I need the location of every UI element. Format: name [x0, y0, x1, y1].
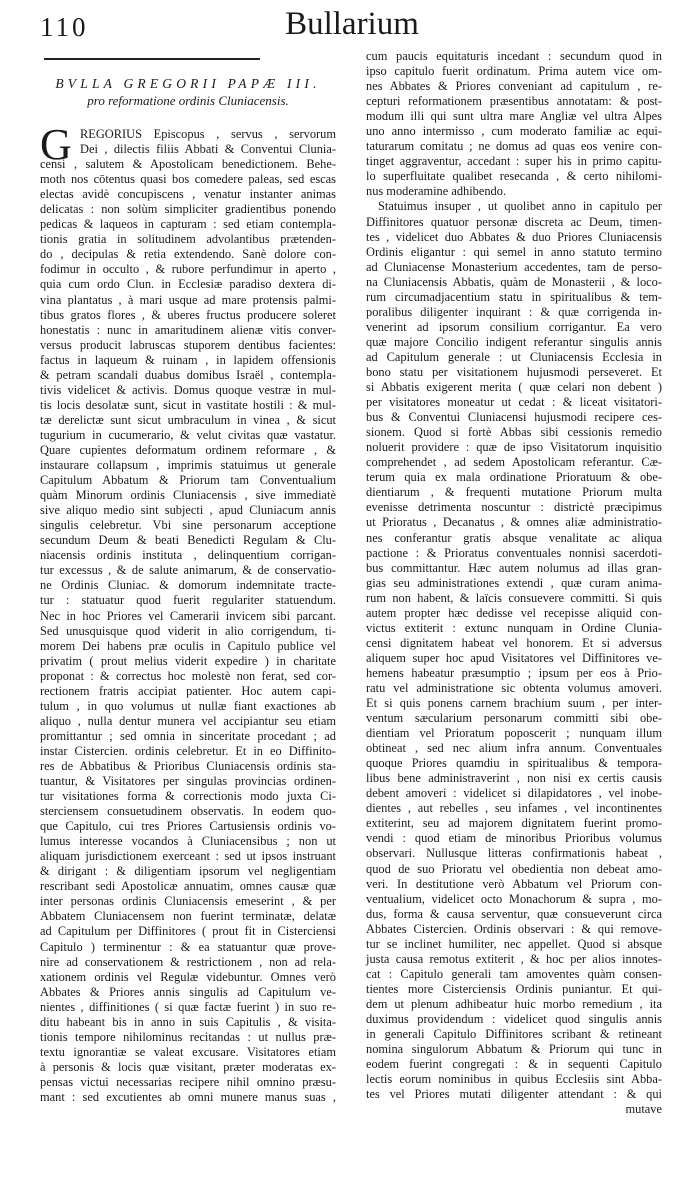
text-line: Statuimus insuper , ut quolibet anno in capitulo per	[378, 199, 662, 214]
text-line: tionis gratia in solitudinem advolantibus prætenden-	[40, 232, 336, 247]
text-line: sterciensem consuetudinem observatis. In eodem quo-	[40, 804, 336, 819]
text-line: à personis & locis quæ visitant, præter moderatas ex-	[40, 1059, 336, 1074]
text-line: aliquo , nulla dentur munera vel accipiantur seu etiam	[40, 713, 336, 728]
page-number: 110	[40, 12, 89, 42]
text-line: Et si quis ponens carnem brachium suum , per inter-	[366, 696, 662, 711]
text-line: ditu habeant bis in anno in suis Capitulis , & visita-	[40, 1014, 336, 1029]
bull-title	[40, 76, 336, 109]
text-line: nomina singulorum Abbatum & Priorum qui tunc in	[366, 1042, 662, 1057]
text-line: res de Abbatibus & Prioribus Cluniacensis ordinis sta-	[40, 758, 336, 773]
text-line: poralibus diligenter inquirant : & quæ corrigenda in-	[366, 304, 662, 319]
text-line: justa causa remotus extiterit , & hoc per alios innotes-	[366, 951, 662, 966]
text-line: textu ignorantiæ se valeat excusare. Visitatores etiam	[40, 1044, 336, 1059]
text-line: censi , salutem & Apostolicam benedictionem. Behe-	[40, 157, 336, 172]
text-line: quàm Minorum ordinis Cluniacensis , sive immediatè	[40, 488, 336, 503]
text-line: inter personas ordinis Cluniacensis emeserint , & per	[40, 894, 336, 909]
text-line: Capitulum Abbatum & Priorum tam Conventualium	[40, 473, 336, 488]
text-line: cepturi reformationem præsentibus annotatam: & post-	[366, 94, 662, 109]
text-line: instaurare collapsum , imprimis statuimus ut generale	[40, 458, 336, 473]
text-line: lo superfluitate qualibet resecanda , & certo nihilomi-	[366, 169, 662, 184]
text-line: quæ majore Concilio indigent referantur singulis annis	[366, 334, 662, 349]
text-line: autem propter hæc dedisse vel recepisse aliquid con-	[366, 605, 662, 620]
text-line: tur excessus , & de salute animarum, & de conservatio-	[40, 563, 336, 578]
text-line: tes vel Priores mutati diligenter attendant : & qui	[366, 1087, 662, 1102]
text-line: victus extiterit : extunc nunquam in Ordine Clunia-	[366, 620, 662, 635]
text-line: nientes , diffinitiones ( si quæ factæ fuerint ) in suo re-	[40, 999, 336, 1014]
text-line: ad Capitulum generale : ut Cluniacensis Ecclesia in	[366, 349, 662, 364]
text-line: tur se inclinet humiliter, nec appellet. Quod si absque	[366, 936, 662, 951]
text-line: morem Dei habens præ oculis in Capitulo publice vel	[40, 638, 336, 653]
text-line: per visitatores moneatur ut cedat : & liceat visitatori-	[366, 395, 662, 410]
text-line: dem ut plenum adhibeatur huic morbo remedium , ita	[366, 996, 662, 1011]
text-line: promittantur ; sed omnia in sinceritate procedant ; ad	[40, 728, 336, 743]
text-line: & dirigant : & diligentiam ipsorum vel negligentiam	[40, 864, 336, 879]
bull-title-line1: BVLLA GREGORII PAPÆ III.	[55, 76, 321, 91]
text-line: pensas victui necessarias recipere nihil omnino præsu-	[40, 1074, 336, 1089]
text-line: hemens habeatur præsumptio ; ipsum per eos à Prio-	[366, 665, 662, 680]
text-line: tugurium in cucumerario, & velut civitas quæ vastatur.	[40, 427, 336, 442]
text-line: instar Cistercien. ordinis celebretur. Et in eo Diffinito-	[40, 743, 336, 758]
text-line: nus moderamine adhibendo.	[366, 184, 507, 199]
text-line: delicatas : non solùm simpliciter gradientibus ponendo	[40, 202, 336, 217]
drop-cap: G	[40, 120, 72, 169]
text-line: rum non habent, & laïcis consuevere committi. Si quis	[366, 590, 662, 605]
text-line: Quare cupientes deformatum ordinem reformare , &	[40, 442, 336, 457]
text-line: tæ derelictæ sunt sicut umbraculum in vinea , & sicut	[40, 412, 336, 427]
text-line: tes , videlicet duo Abbates & duo Priores Cluniacensis	[366, 229, 662, 244]
text-line: tivis videlicet & activis. Domus quoque vestræ in mul-	[40, 382, 336, 397]
text-line: debent amoveri : videlicet si dilapidatores , vel inobe-	[366, 786, 662, 801]
text-line: ut Prioratus , Decanatus , & omnes aliæ administratio-	[366, 515, 662, 530]
text-line: tis locis desolatæ sunt, sicut in vastitate hostili : & mul-	[40, 397, 336, 412]
text-line: factus in laqueum & ruinam , in lapidem offensionis	[40, 352, 336, 367]
text-line: evenisse detrimenta noscuntur : districtè præcipimus	[366, 500, 662, 515]
text-line: proponat : & correctus hoc molestè non ferat, sed cor-	[40, 668, 336, 683]
text-line: quod de suo Prioratu vel obedientia non debeat amo-	[366, 861, 662, 876]
text-line: ipso capitulo fuerit ordinatum. Prima autem vice om-	[366, 64, 662, 79]
text-line: honestatis : nunc in amaritudinem alienæ vitis conver-	[40, 322, 336, 337]
text-line: moth nos cōtentus quasi bos comedere paleas, sed escas	[40, 172, 336, 187]
text-line: tuantur, & Visitatores per singulas provincias ordinen-	[40, 774, 336, 789]
left-column	[40, 120, 336, 1105]
bull-title-line2: pro reformatione ordinis Cluniacensis.	[87, 93, 289, 108]
text-line: sive aliquo medio sint subjecti , apud Cluniacum annis	[40, 503, 336, 518]
text-line: privatim ( prout melius viderit expedire ) in charitate	[40, 653, 336, 668]
text-line: ad Capitulum per Diffinitores ( prout fit in Cisterciensi	[40, 924, 336, 939]
text-line: versus producit labruscas stuporem dentibus facientes:	[40, 337, 336, 352]
text-line: bus committantur. Hæc autem nolumus ad illas gran-	[366, 560, 662, 575]
text-line: fodimur in occulto , & rubore perfundimur in aperto ,	[40, 262, 336, 277]
text-line: modum illi qui sunt ultra mare Angliæ vel ultra Alpes	[366, 109, 662, 124]
text-line: ratu vel administratione sic obtenta volumus amoveri.	[366, 680, 662, 695]
text-line: cat : Capitulo generali tam amoventes quàm consen-	[366, 966, 662, 981]
text-line: sionem. Quod si fortè Abbas sibi cessionis remedio	[366, 425, 662, 440]
text-line: Ordinis eligantur : qui semel in anno statuto termino	[366, 244, 662, 259]
text-line: ad Cluniacense Monasterium accedentes, tam de perso-	[366, 259, 662, 274]
text-line: vina plantatus , à mari usque ad mare protensis palmi-	[40, 292, 336, 307]
text-line: censi dignitatem habeat vel honorem. Et si adversus	[366, 635, 662, 650]
text-line: rectionem fratris accipiat patienter. Hoc autem capi-	[40, 683, 336, 698]
text-line: mant : sed excutientes ab omni munere manus suas ,	[40, 1090, 336, 1104]
text-line: nes conferantur gratis absque venalitate ac aliqua	[366, 530, 662, 545]
text-line: si Abbatis exigerent merita ( quæ celari non debent )	[366, 380, 662, 395]
text-line: electas avidè concupiscens , venatur instanter animas	[40, 187, 336, 202]
text-line: dientes , aut rebelles , seu infames , vel incontinentes	[366, 801, 662, 816]
text-line: Capitulo ) terminentur : & ea statuantur quæ prove-	[40, 939, 336, 954]
text-line: tibus gratos flores , & uberes fructus producere soleret	[40, 307, 336, 322]
text-line: bono statu per visitationem hujusmodi perseveret. Et	[366, 364, 662, 379]
text-line: tur visitationes forma & correctionis modo juxta Ci-	[40, 789, 336, 804]
text-line: rescribant sedi Apostolicæ annuatim, omnes causæ quæ	[40, 879, 336, 894]
text-line: Dei , dilectis filiis Abbati & Conventui Clunia-	[80, 142, 336, 157]
right-column	[366, 49, 662, 1117]
text-line: dus, forma & causa serventur, quæ consueverunt circa	[366, 906, 662, 921]
text-line: lectis eorum nominibus in quibus Ecclesiis sint Abba-	[366, 1072, 662, 1087]
text-line: bus & Conventui Cluniacensi hujusmodi recipere ces-	[366, 410, 662, 425]
text-line: singulis celebretur. Vbi sine personarum acceptione	[40, 518, 336, 533]
text-line: do , decipulas & retia extendendo. Sanè dolore con-	[40, 247, 336, 262]
text-line: taturarum comitatu ; ne domus ad quas eos venire con-	[366, 139, 662, 154]
text-line: REGORIUS Episcopus , servus , servorum	[80, 127, 336, 141]
text-line: obtineat , sed nec alium infra annum. Conventuales	[366, 741, 662, 756]
text-line: vendi : quod etiam de minoribus Prioribus volumus	[366, 831, 662, 846]
header-rule	[44, 58, 260, 60]
text-line: comprehendet , ad sedem Apostolicam referantur. Cæ-	[366, 455, 662, 470]
text-line: observari. Nullusque litteras confirmationis habeat ,	[366, 846, 662, 861]
text-line: Abbatem Cluniacensem non fuerint terminatæ, delatæ	[40, 909, 336, 924]
text-line: duximus providendum : videlicet quod singulis annis	[366, 1012, 662, 1026]
text-line: libus bene administraverint , non nisi ex certis causis	[366, 771, 662, 786]
text-line: ventualium, videlicet octo Monachorum & supra , mo-	[366, 891, 662, 906]
text-line: lumus interesse vocandos à Cluniacensibus ; non ut	[40, 834, 336, 849]
text-line: pactione : & Prioratus conventuales nonnisi sacerdoti-	[366, 545, 662, 560]
text-line: aliquam jurisdictionem exerceant : sed ut ipsos instruant	[40, 849, 336, 864]
text-line: cum paucis equitaturis incedant : secundum quod in	[366, 49, 662, 63]
text-line: tur : statuatur quod fuerit regulariter statuendum.	[40, 593, 336, 608]
text-line: uno anno intermisso , cum moderato familiæ ac equi-	[366, 124, 662, 139]
text-line: gias seu administrationes extendi , quæ curam anima-	[366, 575, 662, 590]
text-line: dientiam vel Prioratum poposcerit ; nunquam illum	[366, 726, 662, 741]
text-line: aliquem super hoc apud Visitatores vel Diffinitores ve-	[366, 650, 662, 665]
text-line: terum quia ex mala ordinatione Prioratuum & obe-	[366, 470, 662, 485]
text-line: niacensis ordinis instituta , delinquentium corrigan-	[40, 548, 336, 563]
text-line: ventum sæcularium personarum committi sibi obe-	[366, 711, 662, 726]
text-line: extiterint, seu ad majorem dignitatem fuerint promo-	[366, 816, 662, 831]
text-line: & petram scandali duabus domibus Israël , contempla-	[40, 367, 336, 382]
text-line: tionis tempore nihilominus recitandas : ut nullus præ-	[40, 1029, 336, 1044]
text-line: quoque Priores quamdiu in spiritualibus & tempora-	[366, 756, 662, 771]
text-line: Abbates & Priores annis singulis ad Capitulum ve-	[40, 984, 336, 999]
text-line: Diffinitores quatuor personæ discreta ac Deum, timen-	[366, 214, 662, 229]
text-line: in generali Capitulo Diffinitores scribant & retineant	[366, 1027, 662, 1042]
text-line: noluerit providere : quæ de ipso Visitatorum inquisitio	[366, 440, 662, 455]
text-line: na Cluniacensis Abbatis, quàm de Monasterii , & loco-	[366, 274, 662, 289]
text-line: Abbates Cistercien. Ordinis observari : & qui remove-	[366, 921, 662, 936]
catchword: mutave	[625, 1102, 662, 1117]
text-line: pedicas & laqueos in capturam : sed etiam contempla-	[40, 217, 336, 232]
text-line: tinget aggraventur, accedant : super his in primo capitu-	[366, 154, 662, 169]
text-line: xationem ordinis vel Regulæ videbuntur. Omnes verò	[40, 969, 336, 984]
text-line: tientes more Cisterciensis Ordinis puniantur. Et qui-	[366, 981, 662, 996]
text-line: venerint ad ipsorum consilium corrigantur. Ea vero	[366, 319, 662, 334]
text-line: Nec in hoc Priores vel Camerarii invicem sibi parcant.	[40, 608, 336, 623]
text-line: ne Ordinis Cluniac. & domorum indemnitate tracte-	[40, 578, 336, 593]
running-title: Bullarium	[285, 6, 419, 42]
text-line: nire ad conservationem & restrictionem , non ad rela-	[40, 954, 336, 969]
text-line: secundum Deum & beati Benedicti Regulam & Clu-	[40, 533, 336, 548]
text-line: eodem fuerint congregati : & in sequenti Capitulo	[366, 1057, 662, 1072]
text-line: tulum , in quo volumus ut nullæ fiant exactiones ab	[40, 698, 336, 713]
text-line: rum circumadjacentium statu in spiritualibus & tem-	[366, 289, 662, 304]
text-line: veri. In destitutione verò Abbatum vel Priorum con-	[366, 876, 662, 891]
text-line: Sed unusquisque quod viderit in alio corrigendum, ti-	[40, 623, 336, 638]
text-line: que Capitulo, cui tres Priores Cartusiensis ordinis vo-	[40, 819, 336, 834]
text-line: dientiarum , & frequenti mutatione Priorum multa	[366, 485, 662, 500]
text-line: quia cum ordo Clun. in Ecclesiæ paradiso dextera di-	[40, 277, 336, 292]
text-line: nes Abbates & Priores conveniant ad capitulum , re-	[366, 79, 662, 94]
